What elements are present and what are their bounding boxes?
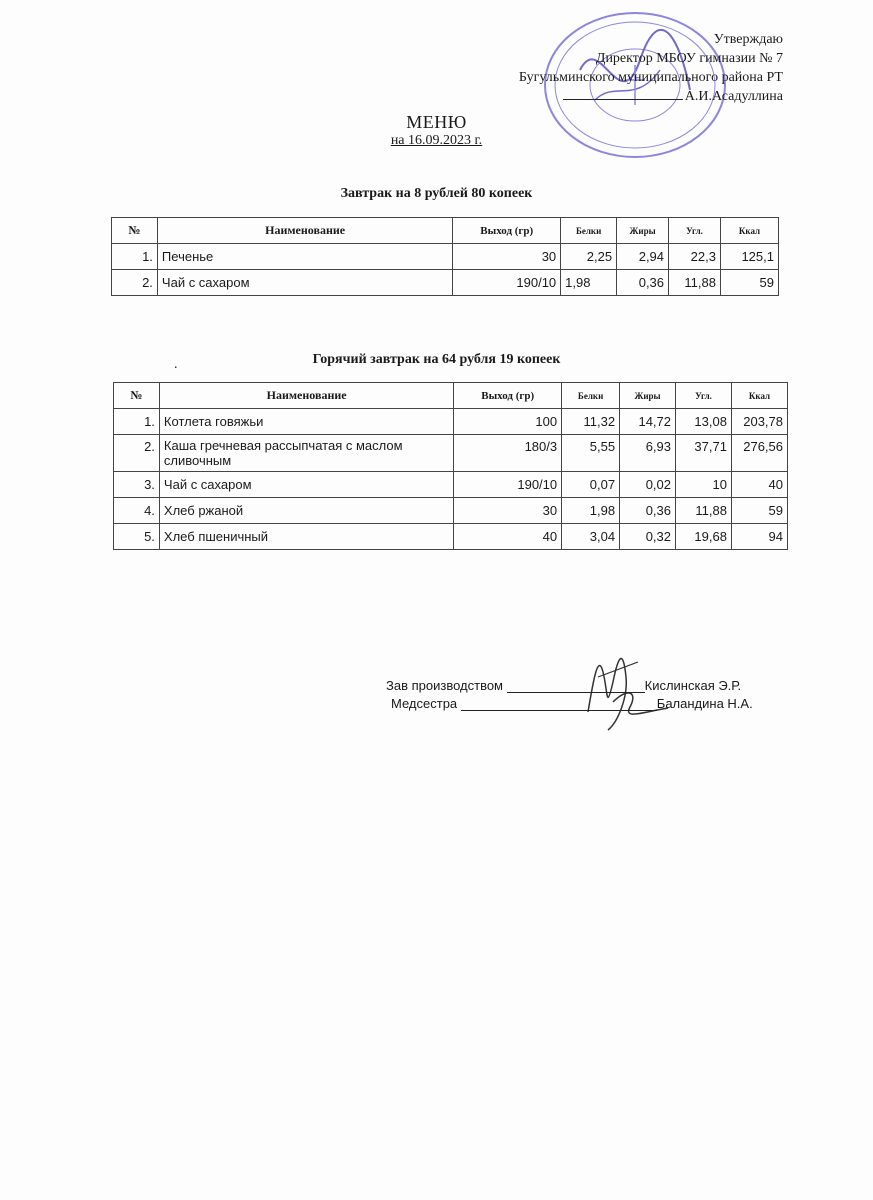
row-fat: 0,02 xyxy=(620,472,676,498)
row-kcal: 276,56 xyxy=(731,435,787,472)
header-number: № xyxy=(114,383,160,409)
row-kcal: 125,1 xyxy=(720,244,778,270)
approval-signature-row xyxy=(519,87,783,106)
row-kcal: 94 xyxy=(731,524,787,550)
table-row xyxy=(112,244,779,270)
row-carbs: 22,3 xyxy=(669,244,721,270)
table-header-row xyxy=(114,383,788,409)
row-number: 2. xyxy=(114,435,160,472)
section-marker: . xyxy=(174,357,178,372)
production-signature xyxy=(386,678,741,693)
row-protein: 3,04 xyxy=(562,524,620,550)
header-fat: Жиры xyxy=(617,218,669,244)
header-name: Наименование xyxy=(157,218,452,244)
row-yield: 40 xyxy=(454,524,562,550)
header-number: № xyxy=(112,218,158,244)
row-yield: 190/10 xyxy=(453,270,561,296)
header-kcal: Ккал xyxy=(731,383,787,409)
row-kcal: 59 xyxy=(720,270,778,296)
row-carbs: 10 xyxy=(676,472,732,498)
row-name: Чай с сахаром xyxy=(159,472,453,498)
row-fat: 2,94 xyxy=(617,244,669,270)
row-protein: 11,32 xyxy=(562,409,620,435)
nurse-signature xyxy=(391,696,753,711)
row-number: 4. xyxy=(114,498,160,524)
table-row xyxy=(114,472,788,498)
row-carbs: 11,88 xyxy=(669,270,721,296)
table-row xyxy=(114,498,788,524)
header-yield: Выход (гр) xyxy=(454,383,562,409)
row-protein: 1,98 xyxy=(561,270,617,296)
row-name: Чай с сахаром xyxy=(157,270,452,296)
header-yield: Выход (гр) xyxy=(453,218,561,244)
header-protein: Белки xyxy=(562,383,620,409)
table-header-row xyxy=(112,218,779,244)
row-number: 2. xyxy=(112,270,158,296)
row-number: 1. xyxy=(112,244,158,270)
header-fat: Жиры xyxy=(620,383,676,409)
row-protein: 5,55 xyxy=(562,435,620,472)
row-carbs: 37,71 xyxy=(676,435,732,472)
row-carbs: 13,08 xyxy=(676,409,732,435)
approval-name: А.И.Асадуллина xyxy=(684,89,783,104)
header-name: Наименование xyxy=(159,383,453,409)
approval-position: Директор МБОУ гимназии № 7 xyxy=(595,51,783,66)
row-yield: 30 xyxy=(454,498,562,524)
row-fat: 6,93 xyxy=(620,435,676,472)
row-name: Хлеб ржаной xyxy=(159,498,453,524)
header-carbs: Угл. xyxy=(676,383,732,409)
row-kcal: 59 xyxy=(731,498,787,524)
row-protein: 1,98 xyxy=(562,498,620,524)
production-signature-line xyxy=(507,680,645,693)
row-fat: 0,36 xyxy=(620,498,676,524)
row-fat: 14,72 xyxy=(620,409,676,435)
breakfast-title: Завтрак на 8 рублей 80 копеек xyxy=(340,186,533,201)
header-kcal: Ккал xyxy=(720,218,778,244)
breakfast-table xyxy=(111,217,779,296)
row-yield: 190/10 xyxy=(454,472,562,498)
row-fat: 0,32 xyxy=(620,524,676,550)
row-number: 1. xyxy=(114,409,160,435)
row-yield: 180/3 xyxy=(454,435,562,472)
row-carbs: 19,68 xyxy=(676,524,732,550)
nurse-label: Медсестра xyxy=(391,696,458,711)
row-fat: 0,36 xyxy=(617,270,669,296)
row-kcal: 40 xyxy=(731,472,787,498)
production-label: Зав производством xyxy=(386,678,503,693)
row-protein: 2,25 xyxy=(561,244,617,270)
table-row xyxy=(114,409,788,435)
row-name: Каша гречневая рассыпчатая с маслом сливочным xyxy=(159,435,453,472)
approval-block xyxy=(519,30,783,106)
menu-date: на 16.09.2023 г. xyxy=(390,133,483,148)
row-kcal: 203,78 xyxy=(731,409,787,435)
production-name: Кислинская Э.Р. xyxy=(644,678,742,693)
row-name: Печенье xyxy=(157,244,452,270)
row-number: 5. xyxy=(114,524,160,550)
row-carbs: 11,88 xyxy=(676,498,732,524)
table-row xyxy=(114,435,788,472)
hot-breakfast-table xyxy=(113,382,788,550)
row-number: 3. xyxy=(114,472,160,498)
approval-organization: Бугульминского муниципального района РТ xyxy=(518,70,783,85)
header-protein: Белки xyxy=(561,218,617,244)
row-name: Котлета говяжьи xyxy=(159,409,453,435)
nurse-signature-line xyxy=(461,698,657,711)
row-yield: 100 xyxy=(454,409,562,435)
table-row xyxy=(112,270,779,296)
row-name: Хлеб пшеничный xyxy=(159,524,453,550)
hot-breakfast-title: Горячий завтрак на 64 рубля 19 копеек xyxy=(312,352,561,367)
row-yield: 30 xyxy=(453,244,561,270)
nurse-name: Баландина Н.А. xyxy=(656,696,753,711)
approval-heading: Утверждаю xyxy=(713,32,783,47)
table-row xyxy=(114,524,788,550)
approval-signature-line xyxy=(563,99,683,100)
header-carbs: Угл. xyxy=(669,218,721,244)
row-protein: 0,07 xyxy=(562,472,620,498)
menu-title: МЕНЮ xyxy=(406,112,467,132)
